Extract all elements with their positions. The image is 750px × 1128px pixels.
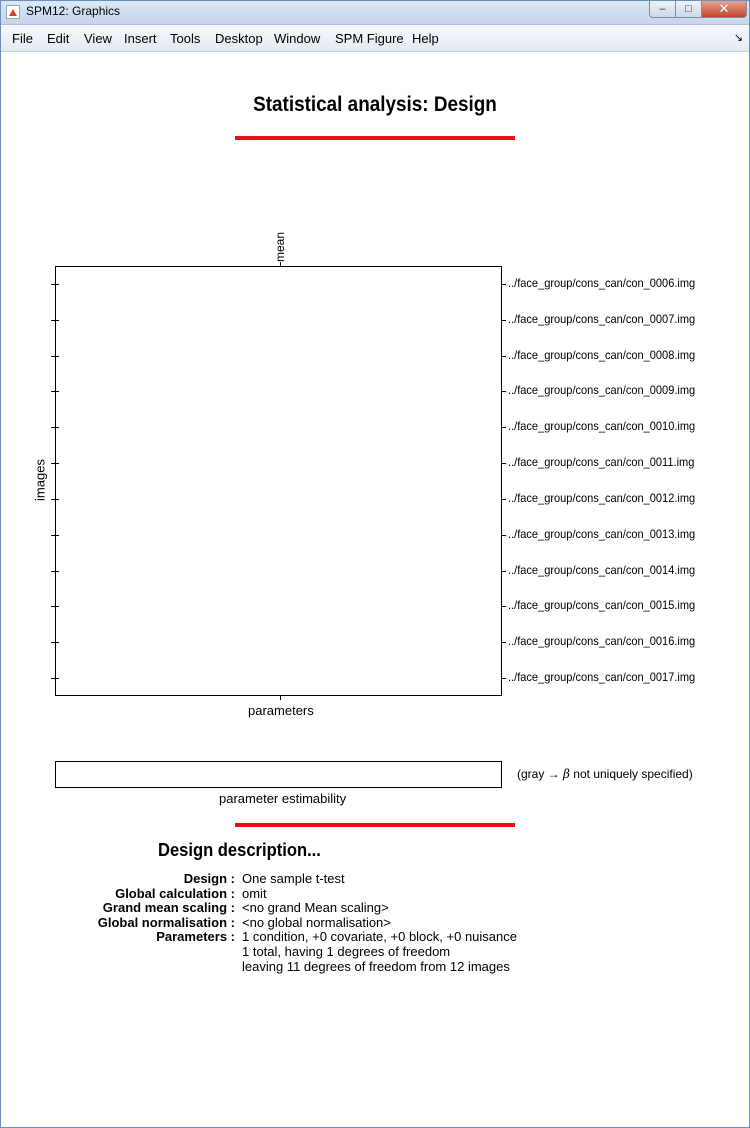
row-tick-left [55,571,59,572]
row-tick-right [502,463,506,464]
window-title: SPM12: Graphics [26,4,121,18]
note-suffix: not uniquely specified) [569,767,693,781]
menu-tools[interactable]: Tools [170,31,201,46]
row-tick-left-outer [51,571,55,572]
dock-arrow-icon[interactable]: ↘ [733,32,743,44]
row-tick-right [502,356,506,357]
page-title: Statistical analysis: Design [253,93,497,116]
description-value: omit [242,885,267,901]
column-tick-bottom [280,696,281,700]
row-label: ../face_group/cons_can/con_0013.img [508,526,696,541]
row-tick-right [502,284,506,285]
row-tick-right [502,571,506,572]
title-underline [235,136,515,140]
row-label: ../face_group/cons_can/con_0016.img [508,634,696,649]
row-tick-right [502,427,506,428]
menu-file[interactable]: File [12,31,33,46]
description-key: Global calculation : [115,885,235,901]
column-tick-top [280,262,281,266]
row-tick-left [55,356,59,357]
description-value: leaving 11 degrees of freedom from 12 images [242,958,510,974]
row-tick-left-outer [51,535,55,536]
close-button[interactable]: ✕ [702,1,747,18]
row-tick-left-outer [51,642,55,643]
row-tick-right [502,642,506,643]
arrow-right-icon: → [547,767,560,781]
description-key: Parameters : [156,929,235,945]
beta-symbol: β [563,767,570,781]
description-row [0,929,750,944]
description-key: Grand mean scaling : [102,900,235,916]
row-tick-left [55,463,59,464]
description-value: 1 condition, +0 covariate, +0 block, +0 nuisance [242,929,517,945]
estimability-label: parameter estimability [219,791,347,806]
row-tick-left-outer [51,356,55,357]
note-prefix: (gray [517,767,548,781]
row-tick-left [55,678,59,679]
row-tick-left-outer [51,606,55,607]
row-tick-right [502,499,506,500]
x-axis-label: parameters [248,703,314,718]
row-label: ../face_group/cons_can/con_0007.img [508,311,696,326]
row-tick-left-outer [51,499,55,500]
description-row [0,871,750,886]
row-tick-left [55,642,59,643]
row-tick-left-outer [51,427,55,428]
menu-window[interactable]: Window [274,31,321,46]
row-tick-left-outer [51,284,55,285]
row-tick-left [55,606,59,607]
description-row [0,915,750,930]
row-label: ../face_group/cons_can/con_0012.img [508,490,696,505]
description-key: Design : [183,871,235,886]
row-tick-left-outer [51,678,55,679]
estimability-note [517,767,693,781]
row-tick-right [502,535,506,536]
row-tick-right [502,606,506,607]
menu-spm-figure[interactable]: SPM Figure [335,31,404,46]
row-label: ../face_group/cons_can/con_0014.img [508,562,696,577]
row-tick-right [502,678,506,679]
row-tick-left [55,427,59,428]
design-description-title: Design description... [158,840,321,860]
maximize-button[interactable]: □ [676,1,702,18]
design-matrix-axes [55,266,502,696]
row-tick-right [502,391,506,392]
menu-desktop[interactable]: Desktop [215,31,263,46]
column-label-mean: mean [273,231,287,263]
description-key: Global normalisation : [97,914,235,930]
row-label: ../face_group/cons_can/con_0006.img [508,275,696,290]
row-label: ../face_group/cons_can/con_0015.img [508,598,696,613]
description-row [0,900,750,915]
row-tick-left [55,535,59,536]
description-value: 1 total, having 1 degrees of freedom [242,944,451,959]
menu-insert[interactable]: Insert [124,31,157,46]
row-tick-left-outer [51,463,55,464]
description-value: One sample t-test [242,871,345,886]
row-tick-left-outer [51,391,55,392]
menu-help[interactable]: Help [412,31,439,46]
row-label: ../face_group/cons_can/con_0010.img [508,419,696,434]
description-row [0,944,750,959]
row-tick-left-outer [51,320,55,321]
row-tick-left [55,284,59,285]
section-divider [235,823,515,827]
row-tick-left [55,320,59,321]
row-tick-left [55,499,59,500]
row-label: ../face_group/cons_can/con_0011.img [508,455,695,470]
estimability-bar [55,761,502,788]
minimize-button[interactable]: – [649,1,676,18]
description-row [0,959,750,974]
description-value: <no grand Mean scaling> [242,900,389,916]
row-tick-right [502,320,506,321]
description-value: <no global normalisation> [242,914,391,930]
row-label: ../face_group/cons_can/con_0017.img [508,670,696,685]
description-row [0,886,750,901]
row-label: ../face_group/cons_can/con_0009.img [508,383,696,398]
menu-view[interactable]: View [84,31,112,46]
row-tick-left [55,391,59,392]
menu-edit[interactable]: Edit [47,31,70,46]
row-label: ../face_group/cons_can/con_0008.img [508,347,696,362]
y-axis-label: images [32,459,48,501]
